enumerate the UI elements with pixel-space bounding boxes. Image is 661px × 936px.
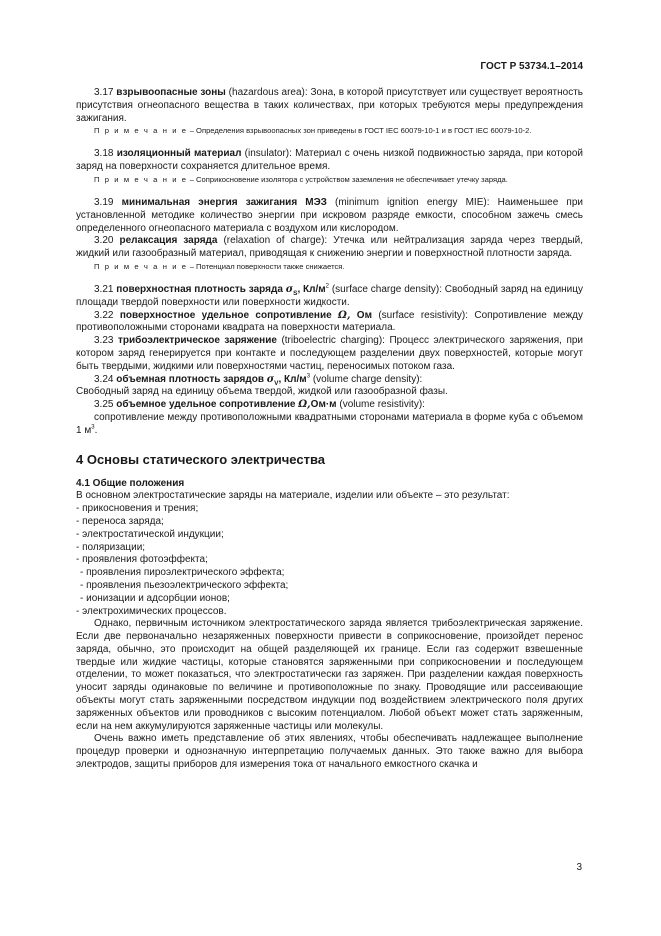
definition-3-20 [76,235,583,261]
clause-number: 3.19 [94,196,114,208]
definition-text: (minimum ignition energy MIE): Наименьшее при установленной методике количество энергии при искровом разряде емкости, способном зажечь смесь определенного огнеопасного материала с воздухом или кислородом. [76,196,583,234]
term: поверхностное удельное сопротивление [119,309,332,321]
section-heading: 4 Основы статического электричества [76,451,326,467]
list-item: - проявления пироэлектрического эффекта; [80,567,285,579]
term: трибоэлектрическое заряжение [118,335,277,347]
list-item: - ионизации и адсорбции ионов; [80,592,230,604]
definition-3-21 [76,284,583,310]
unit: Ом·м [310,399,337,411]
list-item: - проявления пьезоэлектрического эффекта; [80,579,289,591]
list-item: - переноса заряда; [76,515,164,527]
term: изоляционный материал [116,148,242,160]
term: релаксация заряда [119,235,218,247]
unit: , Кл/м [278,373,307,385]
definition-text: (hazardous area): Зона, в которой присутствует или существует вероятность присутствия огнеопасного вещества в таких количествах, при которых требуются меры предупреждения зажигания. [76,87,583,124]
clause-number: 3.23 [94,335,114,347]
note-label: П р и м е ч а н и е [94,174,188,184]
unit: , Кл/м [297,283,326,295]
body-paragraph: Очень важно иметь представление об этих явлениях, чтобы обеспечивать надлежащее выполнение процедур проверки и однозначную интерпретацию получаемых данных. Это также важно для выбора электродов, защиты приборов для измерения тока от начального емкостного скачка и [76,733,583,771]
note-text: – Определения взрывоопасных зон приведены в ГОСТ IEC 60079-10-1 и в ГОСТ IEC 60079-10-2. [189,126,532,136]
page-content [76,87,583,772]
clause-number: 3.17 [94,87,114,98]
symbol-subscript: S [293,289,298,297]
term: поверхностная плотность заряда [116,283,283,295]
list-item: - поляризации; [76,541,146,553]
note-text: – Потенциал поверхности также снижается. [189,261,345,271]
sigma-symbol: σ [266,373,275,385]
clause-number: 3.20 [94,235,114,247]
definition-3-17 [76,87,583,125]
definition-3-24-body: Свободный заряд на единицу объема твердой, жидкой или газообразной фазы. [76,386,448,398]
definition-3-25-body [76,412,583,438]
definition-text: (triboelectric charging): Процесс электрического заряжения, при котором заряд генерируется при контакте и последующем разделении двух поверхностей, которые могут быть твердыми, жидкими или поверхностями частиц, переносимых потоком газа. [76,335,584,372]
unit-exponent: 2 [325,283,330,290]
definition-body: сопротивление между противоположными квадратными сторонами материала в форме куба с объемом 1 м [76,411,583,436]
definition-3-25 [76,399,583,412]
definition-text: (insulator): Материал с очень низкой подвижностью заряда, при которой заряд на поверхности сохраняется длительное время. [76,148,584,173]
definition-text: (volume resistivity): [339,399,425,411]
definition-end: . [94,424,98,436]
clause-number: 3.24 [94,373,114,385]
term: взрывоопасные зоны [116,87,226,98]
note-3-20 [76,261,583,272]
definition-text: (volume charge density): [312,373,423,385]
omega-symbol: Ω, [298,399,311,411]
definition-3-22 [76,310,583,336]
body-paragraph: Однако, первичным источником электростатического заряда является трибоэлектрическая заряжение. Если две первоначально незаряженных поверхности привести в соприкосновение, произойдет перенос заряда, обычно, это происходит на общей разделяющей их границе. Если газ содержит взвешенные твердые или жидкие частицы, которые становятся заряженными при соприкосновении и последующем отделении, то может показаться, что электростатически газ заряжен. При разделении каждая поверхность уносит заряды одинаковые по величине и противоположные по знаку. Проводящие или рассеивающие объекты могут стать заряженными посредством индукции под воздействием электрического поля других заряженных объектов или проводников с высоким потенциалом. Любой объект может стать заряженным, если на нем аккумулируются заряженные частицы или молекулы. [76,618,583,732]
sigma-symbol: σ [285,283,294,295]
section-intro: В основном электростатические заряды на материале, изделии или объекте – это результат: [76,490,510,502]
omega-symbol: Ω, [338,309,351,321]
clause-number: 3.21 [94,283,114,295]
list-item: - электростатической индукции; [76,528,224,540]
document-code: ГОСТ Р 53734.1–2014 [480,61,583,72]
definition-3-18 [76,148,583,174]
definition-text: (surface charge density): Свободный заряд на единицу площади твердой поверхности или поверхности жидкости. [76,283,583,308]
note-text: – Соприкосновение изолятора с устройством заземления не обеспечивает утечку заряда. [189,174,508,184]
clause-number: 3.22 [94,309,114,321]
definition-text: (surface resistivity): Сопротивление между противоположными сторонами квадрата на поверхности материала. [76,309,584,334]
definition-3-23 [76,335,583,373]
clause-number: 3.25 [94,399,114,411]
subsection-heading: 4.1 Общие положения [76,477,185,489]
definition-3-24 [76,374,583,387]
unit: Ом [356,309,372,321]
note-3-18 [76,174,583,185]
term: минимальная энергия зажигания МЭЗ [121,196,327,208]
note-label: П р и м е ч а н и е [94,261,188,271]
term: объемное удельное сопротивление [116,399,296,411]
unit-exponent: 3 [306,373,311,380]
list-item: - электрохимических процессов. [76,605,227,617]
note-3-17 [76,125,583,136]
list-item: - прикосновения и трения; [76,503,199,515]
term: объемная плотность зарядов [116,373,264,385]
list-item: - проявления фотоэффекта; [76,554,208,566]
definition-3-19 [76,197,583,235]
page-number: 3 [576,862,582,873]
unit-exponent: 3 [91,424,95,431]
note-label: П р и м е ч а н и е [94,126,188,136]
clause-number: 3.18 [94,148,114,160]
symbol-subscript: V [274,379,279,387]
definition-text: (relaxation of charge): Утечка или нейтрализация заряда через твердый, жидкий или газообразный материал, приводящая к снижению энергии и поверхностной плотности заряда. [76,235,584,260]
